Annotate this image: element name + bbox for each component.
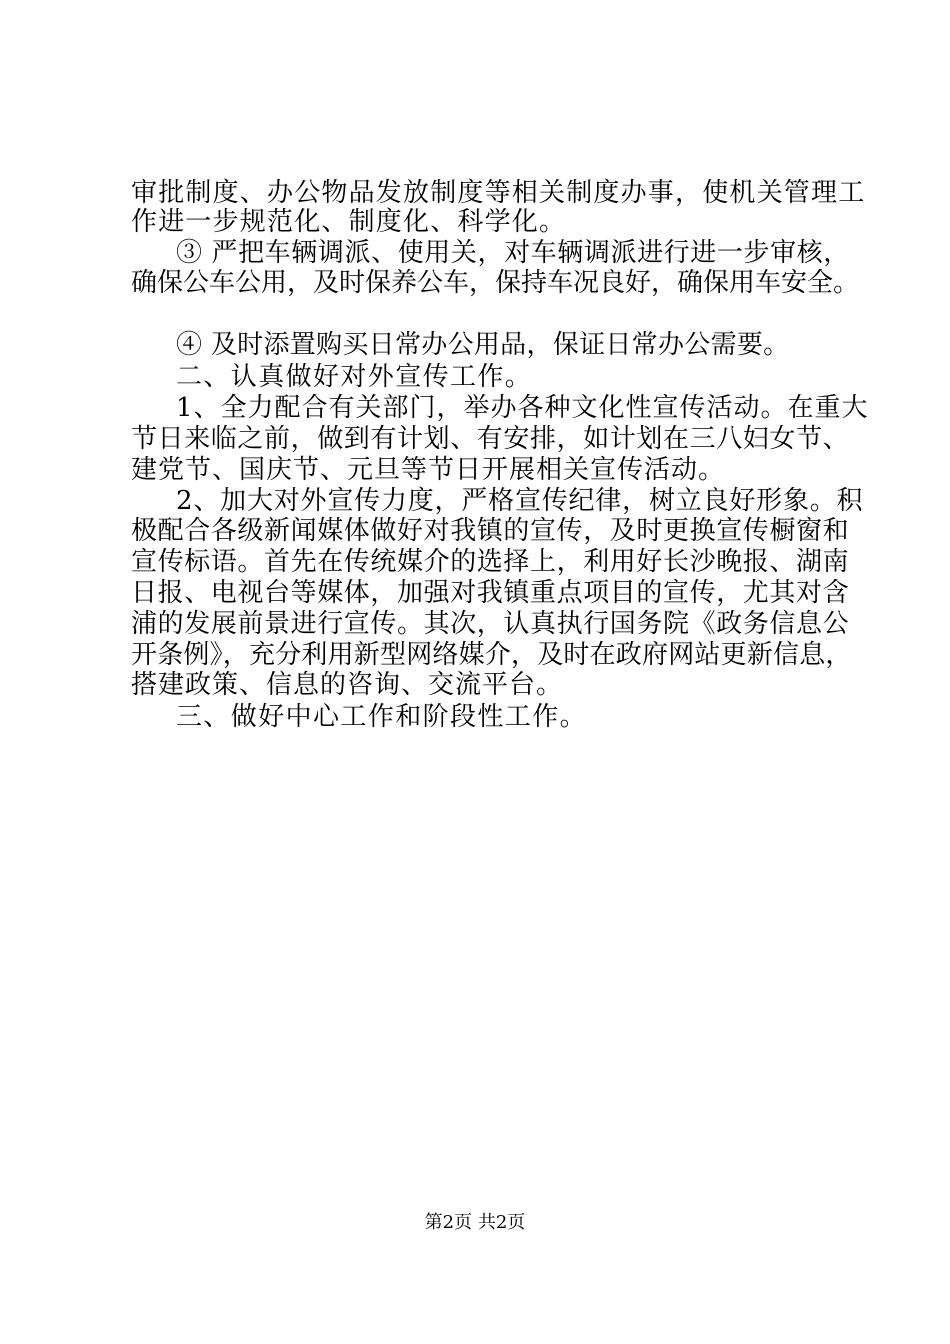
body-line: 日报、电视台等媒体，加强对我镇重点项目的宣传，尤其对含 bbox=[131, 578, 850, 608]
body-line: 极配合各级新闻媒体做好对我镇的宣传，及时更换宣传橱窗和 bbox=[131, 516, 850, 546]
body-line: 浦的发展前景进行宣传。其次，认真执行国务院《政务信息公 bbox=[131, 609, 850, 639]
section-heading: 三、做好中心工作和阶段性工作。 bbox=[176, 702, 588, 732]
body-line: 作进一步规范化、制度化、科学化。 bbox=[131, 207, 567, 237]
body-line: 宣传标语。首先在传统媒介的选择上，利用好长沙晚报、湖南 bbox=[131, 547, 850, 577]
body-line: ③ 严把车辆调派、使用关，对车辆调派进行进一步审核， bbox=[176, 238, 850, 268]
body-line: 建党节、国庆节、元旦等节日开展相关宣传活动。 bbox=[131, 455, 726, 485]
page-number-footer: 第2页 共2页 bbox=[424, 1212, 526, 1233]
body-line: 节日来临之前，做到有计划、有安排，如计划在三八妇女节、 bbox=[131, 424, 850, 454]
body-line: 确保公车公用，及时保养公车，保持车况良好，确保用车安全。 bbox=[131, 268, 860, 298]
body-line: 开条例》，充分利用新型网络媒介，及时在政府网站更新信息， bbox=[131, 640, 852, 670]
section-heading: 二、认真做好对外宣传工作。 bbox=[176, 362, 533, 392]
body-line: 1、全力配合有关部门，举办各种文化性宣传活动。在重大 bbox=[176, 393, 869, 423]
body-line: ④ 及时添置购买日常办公用品，保证日常办公需要。 bbox=[176, 330, 790, 360]
body-line: 审批制度、办公物品发放制度等相关制度办事，使机关管理工 bbox=[131, 178, 866, 208]
body-line: 2、加大对外宣传力度，严格宣传纪律，树立良好形象。积 bbox=[176, 486, 864, 516]
body-line: 搭建政策、信息的咨询、交流平台。 bbox=[131, 670, 564, 700]
